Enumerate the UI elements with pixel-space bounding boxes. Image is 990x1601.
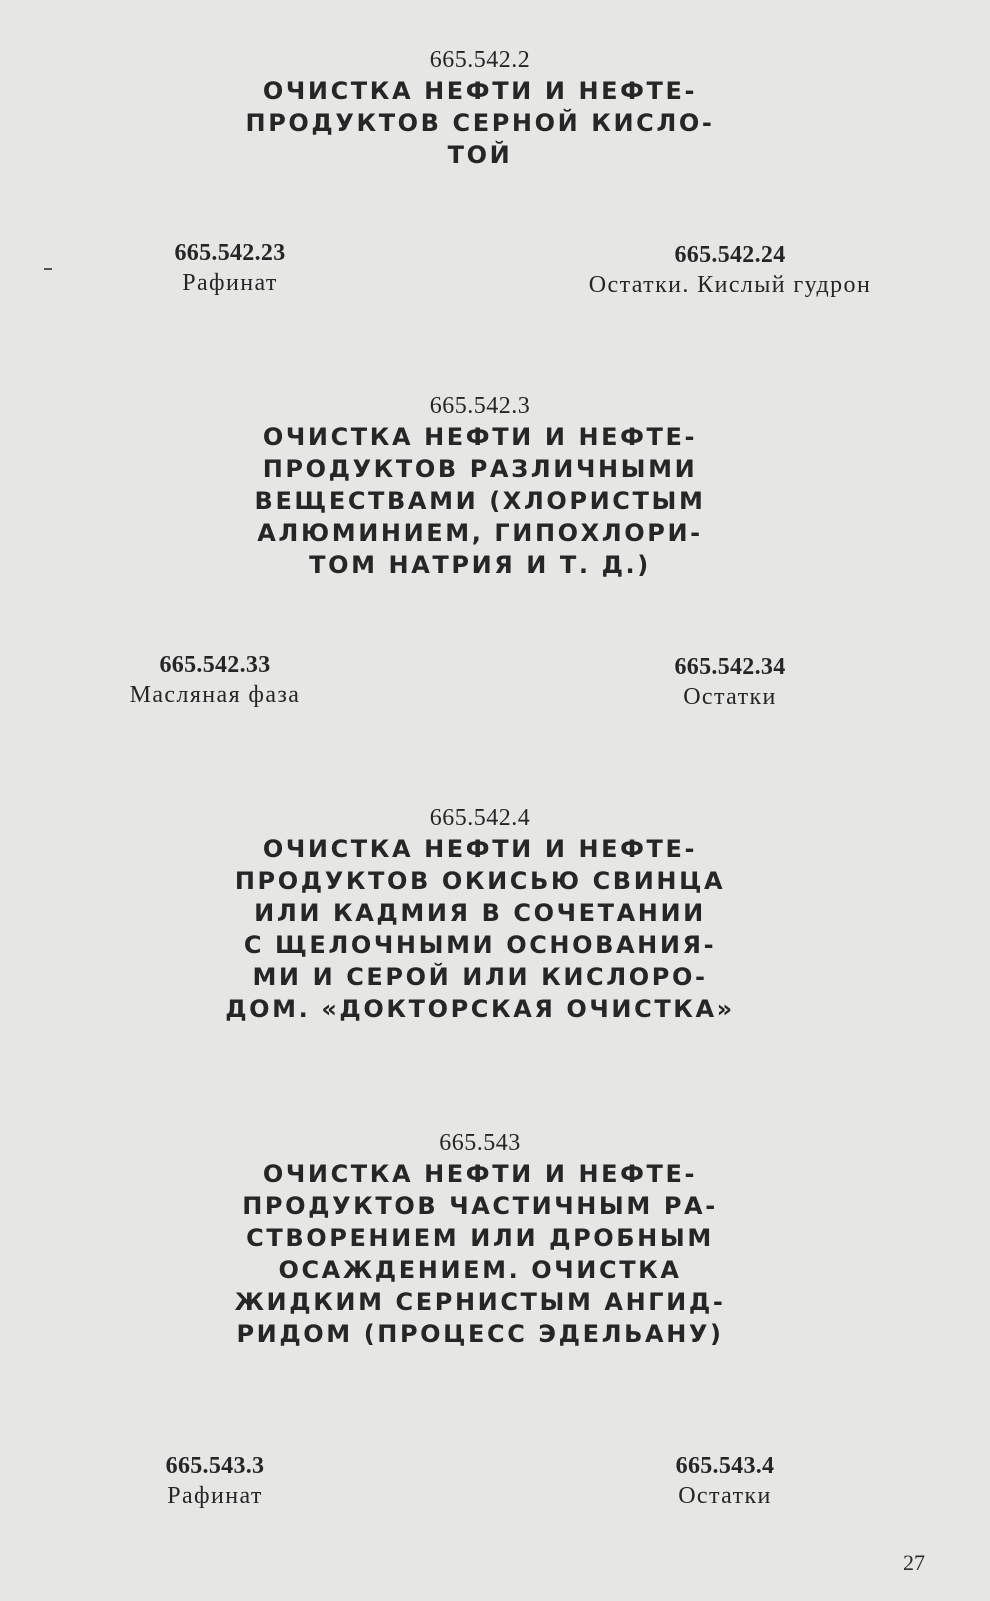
subentry-code: 665.542.23	[174, 240, 286, 266]
section-title-line: МИ И СЕРОЙ ИЛИ КИСЛОРО-	[252, 963, 708, 991]
section-title	[195, 75, 765, 171]
section-code: 665.542.2	[429, 47, 531, 73]
subentry-label: Остатки	[678, 1483, 772, 1509]
section-665-543	[195, 1128, 765, 1350]
section-665-542-4	[195, 803, 765, 1025]
subentry-label: Рафинат	[167, 1483, 263, 1509]
section-title-line: ОСАЖДЕНИЕМ. ОЧИСТКА	[278, 1256, 682, 1284]
section-title-line: ПРОДУКТОВ СЕРНОЙ КИСЛО-	[245, 109, 715, 137]
section-title-line: ВЕЩЕСТВАМИ (ХЛОРИСТЫМ	[254, 487, 706, 515]
section-title	[195, 833, 765, 1025]
section-code: 665.542.4	[429, 805, 531, 831]
section-title	[195, 421, 765, 581]
subentry-665-542-23	[105, 238, 355, 298]
section-title-line: ПРОДУКТОВ РАЗЛИЧНЫМИ	[262, 455, 698, 483]
subentry-665-543-3	[120, 1451, 310, 1511]
section-title-line: ЖИДКИМ СЕРНИСТЫМ АНГИД-	[234, 1288, 726, 1316]
section-title-line: ДОМ. «ДОКТОРСКАЯ ОЧИСТКА»	[225, 995, 735, 1023]
subentry-label: Рафинат	[182, 270, 278, 296]
subentry-665-542-24	[550, 240, 910, 300]
subentry-665-543-4	[640, 1451, 810, 1511]
subentry-code: 665.542.33	[159, 652, 271, 678]
section-665-542-2	[195, 45, 765, 171]
section-665-542-3	[195, 391, 765, 581]
subentry-665-542-34	[650, 652, 810, 712]
page-number: 27	[903, 1550, 925, 1575]
section-title-line: ТОМ НАТРИЯ И Т. Д.)	[309, 551, 651, 579]
section-title-line: РИДОМ (ПРОЦЕСС ЭДЕЛЬАНУ)	[236, 1320, 724, 1348]
section-title-line: ОЧИСТКА НЕФТИ И НЕФТЕ-	[262, 423, 698, 451]
subentry-code: 665.543.3	[165, 1453, 265, 1479]
section-title-line: ТОЙ	[447, 141, 513, 169]
section-title-line: АЛЮМИНИЕМ, ГИПОХЛОРИ-	[257, 519, 703, 547]
subentry-code: 665.542.24	[674, 242, 786, 268]
section-title-line: ОЧИСТКА НЕФТИ И НЕФТЕ-	[262, 835, 698, 863]
subentry-label: Остатки	[683, 684, 777, 710]
section-title	[195, 1158, 765, 1350]
subentry-code: 665.542.34	[674, 654, 786, 680]
section-title-line: ОЧИСТКА НЕФТИ И НЕФТЕ-	[262, 77, 698, 105]
section-title-line: СТВОРЕНИЕМ ИЛИ ДРОБНЫМ	[246, 1224, 714, 1252]
section-code: 665.543	[439, 1130, 521, 1156]
subentry-665-542-33	[95, 650, 335, 710]
section-title-line: С ЩЕЛОЧНЫМИ ОСНОВАНИЯ-	[243, 931, 717, 959]
section-title-line: ПРОДУКТОВ ОКИСЬЮ СВИНЦА	[234, 867, 726, 895]
section-title-line: ИЛИ КАДМИЯ В СОЧЕТАНИИ	[254, 899, 706, 927]
section-code: 665.542.3	[429, 393, 531, 419]
stray-dash	[44, 268, 52, 270]
subentry-code: 665.543.4	[675, 1453, 775, 1479]
subentry-label: Остатки. Кислый гудрон	[588, 272, 872, 298]
section-title-line: ОЧИСТКА НЕФТИ И НЕФТЕ-	[262, 1160, 698, 1188]
section-title-line: ПРОДУКТОВ ЧАСТИЧНЫМ РА-	[242, 1192, 718, 1220]
subentry-label: Масляная фаза	[129, 682, 301, 708]
